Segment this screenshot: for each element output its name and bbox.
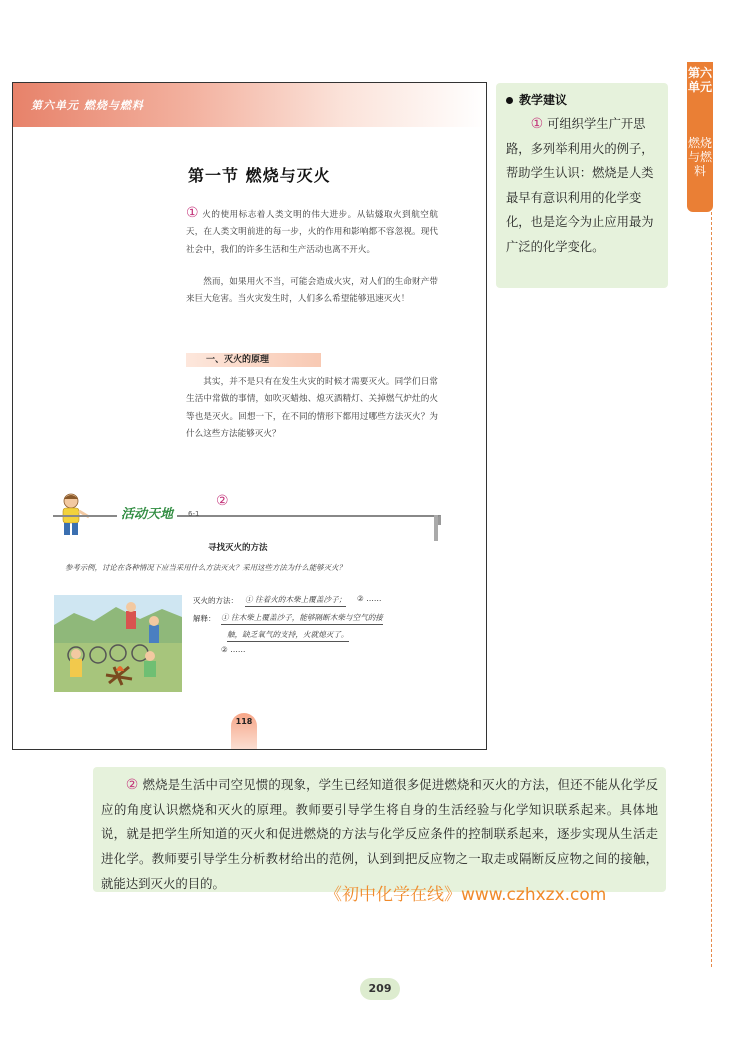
page-number: 209 xyxy=(360,978,400,1000)
watermark: 《初中化学在线》www.czhxzx.com xyxy=(325,885,607,905)
campfire-illustration xyxy=(54,595,182,692)
note-marker-2: ② xyxy=(216,493,229,509)
note-heading xyxy=(506,91,658,108)
subsection-heading: 一、灭火的原理 xyxy=(186,353,321,367)
fire-hazard-paragraph: 然而，如果用火不当，可能会造成火灾，对人们的生命财产带来巨大危害。当火灾发生时，人们多么希望能够迅速灭火！ xyxy=(186,277,438,305)
intro-paragraph xyxy=(186,205,438,259)
task-title: 寻找灭火的方法 xyxy=(208,543,268,553)
note-marker: ① xyxy=(530,116,544,132)
textbook-page-number: 118 xyxy=(231,713,257,750)
bottom-note-paragraph xyxy=(101,773,658,897)
method-label-text: 灭火的方法： xyxy=(193,596,238,605)
note-body xyxy=(506,112,658,259)
intro-text: 火的使用标志着人类文明的伟大进步。从钻燧取火到航空航天，在人类文明前进的每一步，火的作用和影响都不容忽视。现代社会中，我们的许多生活和生产活动也离不开火。 xyxy=(186,210,438,255)
explain-label xyxy=(193,613,216,624)
teaching-suggestion-box xyxy=(496,83,668,288)
section-title: 第一节 燃烧与灭火 xyxy=(188,166,331,185)
bottom-note-box xyxy=(93,767,666,892)
textbook-page xyxy=(12,82,487,750)
subsection-paragraph: 其实，并不是只有在发生火灾的时候才需要灭火。同学们日常生活中常做的事情，如吹灭蜡烛、熄灭酒精灯、关掉燃气炉灶的火等也是灭火。回想一下，在不同的情形下都用过哪些方法灭火？为什么这些方法能够灭火？ xyxy=(186,377,438,439)
activity-banner-bar xyxy=(53,515,441,525)
activity-number: 6-1 xyxy=(188,510,200,518)
unit-header-text: 第六单元 燃烧与燃料 xyxy=(31,99,144,112)
note-heading-text: 教学建议 xyxy=(519,93,568,107)
bottom-note-marker: ② xyxy=(125,777,139,793)
side-tab-unit: 第六单元 xyxy=(687,66,712,94)
explain-answer-1a: ① 往木柴上覆盖沙子，能够隔断木柴与空气的接 xyxy=(221,612,383,625)
side-dashed-line xyxy=(711,212,712,967)
bottom-note-text: 燃烧是生活中司空见惯的现象，学生已经知道很多促进燃烧和灭火的方法，但还不能从化学反应的角度认识燃烧和灭火的原理。教师要引导学生将自身的生活经验与化学知识联系起来。具体地说，就是把学生所知道的灭火和促进燃烧的方法与化学反应条件的控制联系起来，逐步实现从生活走进化学。教师要引导学生分析教材给出的范例，认到到把反应物之一取走或隔断反应物之间的接触，就能达到灭火的目的。 xyxy=(101,777,658,891)
explain-answer-2: ② …… xyxy=(221,645,246,654)
method-answer-2: ② …… xyxy=(357,594,382,603)
note-marker-1: ① xyxy=(186,205,200,221)
method-label xyxy=(193,595,238,606)
unit-header xyxy=(13,83,486,127)
side-tab-topic: 燃烧与燃料 xyxy=(687,136,712,178)
activity-banner-post xyxy=(434,515,438,541)
bullet-icon xyxy=(506,97,513,104)
explain-label-text: 解释： xyxy=(193,614,216,623)
task-description: 参考示例，讨论在各种情况下应当采用什么方法灭火？采用这些方法为什么能够灭火？ xyxy=(65,563,346,572)
unit-side-tab xyxy=(687,62,713,212)
method-answer-1: ① 往着火的木柴上覆盖沙子； xyxy=(245,594,346,607)
note-text: 可组织学生广开思路，多列举利用火的例子，帮助学生认识：燃烧是人类最早有意识利用的化学变化，也是迄今为止应用最为广泛的化学变化。 xyxy=(506,117,654,254)
activity-title: 活动天地 xyxy=(117,503,177,522)
explain-answer-1b: 触，缺乏氧气的支持，火就熄灭了。 xyxy=(227,629,349,642)
